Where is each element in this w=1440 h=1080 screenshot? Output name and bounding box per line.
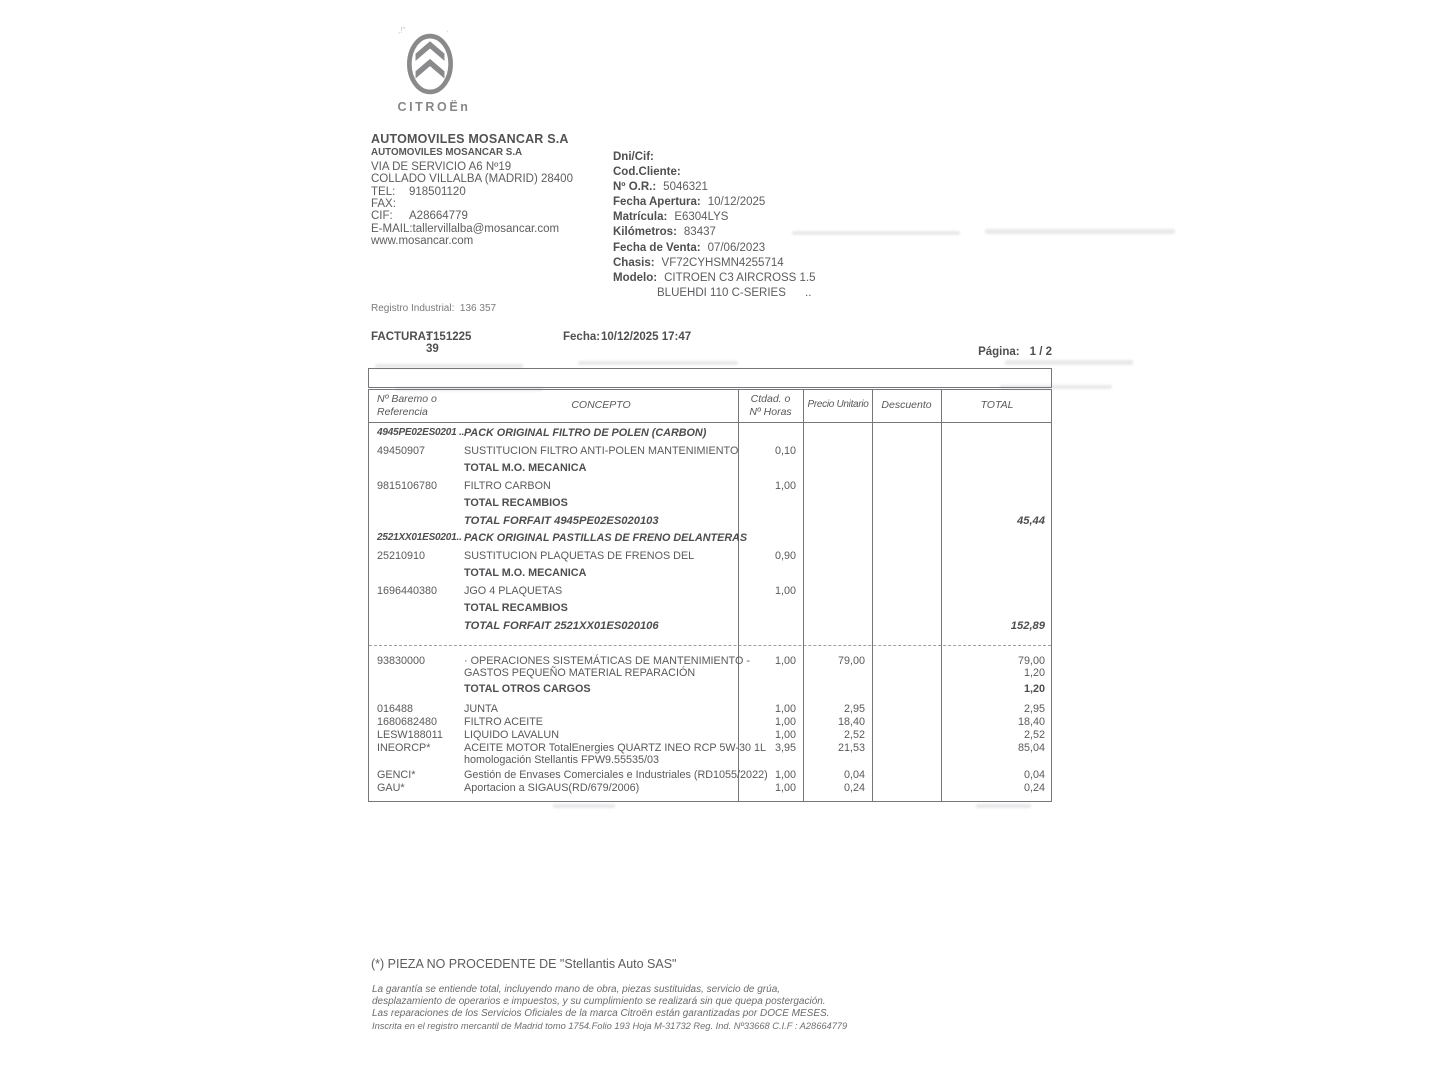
contact-label: E-MAIL: xyxy=(371,222,413,235)
table-row xyxy=(369,515,1051,533)
field-label: Chasis: xyxy=(613,256,655,269)
table-row xyxy=(369,620,1051,638)
contact-label: FAX: xyxy=(371,198,396,211)
field-label: Fecha de Venta: xyxy=(613,241,701,254)
vehicle-field xyxy=(613,271,816,286)
citroen-logo-icon xyxy=(404,32,456,96)
cell-cantidad: 1,00 xyxy=(774,715,796,728)
table-row xyxy=(369,462,1051,480)
cell-cantidad: 3,95 xyxy=(774,742,796,755)
field-value: 5046321 xyxy=(663,181,708,194)
cell-total: 85,04 xyxy=(1017,742,1045,755)
scan-noise: ,!'' xyxy=(398,26,406,35)
table-row xyxy=(369,497,1051,515)
table-top-box xyxy=(368,368,1052,388)
cell-concepto: JUNTA xyxy=(464,702,498,715)
warranty-text xyxy=(372,984,829,1021)
cell-concepto: JGO 4 PLAQUETAS xyxy=(464,584,563,597)
contact-value: tallervillalba@mosancar.com xyxy=(412,222,560,235)
table-row xyxy=(369,729,1051,742)
scan-smudge xyxy=(1005,360,1133,365)
column-divider xyxy=(738,390,739,422)
cell-total: 0,24 xyxy=(1023,781,1045,794)
cell-cantidad: 0,90 xyxy=(774,549,796,562)
field-value: 10/12/2025 xyxy=(707,196,766,209)
field-value: 07/06/2023 xyxy=(707,241,766,254)
table-row xyxy=(369,480,1051,498)
footer-note: (*) PIEZA NO PROCEDENTE DE "Stellantis Auto SAS" xyxy=(371,957,677,971)
cell-reference: 016488 xyxy=(377,702,414,715)
col-header-total: TOTAL xyxy=(980,399,1014,411)
vehicle-field xyxy=(613,241,816,256)
cell-reference: 2521XX01ES0201.. xyxy=(377,532,462,543)
dealer-name: AUTOMOVILES MOSANCAR S.A xyxy=(371,132,569,146)
table-row xyxy=(369,532,1051,550)
scan-smudge xyxy=(553,804,615,808)
field-value: E6304LYS xyxy=(674,211,729,224)
col-header-descuento: Descuento xyxy=(881,399,932,411)
vehicle-field xyxy=(613,256,816,271)
cell-concepto: LIQUIDO LAVALUN xyxy=(464,728,559,741)
cell-concepto: FILTRO ACEITE xyxy=(464,715,543,728)
cell-reference: 1696440380 xyxy=(377,584,438,597)
cell-concepto: ACEITE MOTOR TotalEnergies QUARTZ INEO RCP 5W-30 1L homologación Stellantis FPW9.55535/03 xyxy=(464,742,767,767)
col-header-concepto: CONCEPTO xyxy=(571,399,631,411)
dealer-contact-line xyxy=(371,210,573,222)
vehicle-field xyxy=(613,165,816,180)
cell-cantidad: 1,00 xyxy=(774,479,796,492)
scan-noise: ` xyxy=(446,30,449,39)
dealer-contact-line xyxy=(371,186,573,198)
contact-value: 918501120 xyxy=(409,185,466,198)
dealer-contact-lines xyxy=(371,186,573,236)
field-value: VF72CYHSMN4255714 xyxy=(661,256,784,269)
cell-reference: INEORCP* xyxy=(377,742,431,755)
dealer-address-line1: VIA DE SERVICIO A6 Nº19 xyxy=(371,160,512,173)
field-label: Kilómetros: xyxy=(613,226,677,239)
cell-concepto: TOTAL OTROS CARGOS xyxy=(464,683,591,696)
cell-reference: 25210910 xyxy=(377,549,426,562)
factura-number: T151225 39 xyxy=(426,331,472,355)
warranty-line: La garantía se entiende total, incluyendo mano de obra, piezas sustituidas, servicio de grúa, xyxy=(372,984,781,995)
scan-smudge xyxy=(792,231,960,235)
table-row xyxy=(369,782,1051,795)
field-value: 83437 xyxy=(683,226,716,239)
field-label: Cod.Cliente: xyxy=(613,166,681,179)
dashed-separator xyxy=(369,645,1051,646)
cell-concepto: FILTRO CARBON xyxy=(464,479,551,492)
contact-label: CIF: xyxy=(371,210,393,223)
pagina-value: 1 / 2 xyxy=(1029,346,1052,358)
table-row xyxy=(369,655,1051,681)
cell-total: 1,20 xyxy=(1023,683,1045,696)
table-row xyxy=(369,567,1051,585)
table-row xyxy=(369,742,1051,768)
cell-cantidad: 1,00 xyxy=(774,728,796,741)
dealer-website: www.mosancar.com xyxy=(371,235,474,248)
dealer-contact-line xyxy=(371,198,573,210)
cell-cantidad: 1,00 xyxy=(774,781,796,794)
field-label: Modelo: xyxy=(613,271,658,284)
cell-cantidad: 1,00 xyxy=(774,768,796,781)
cell-total: 2,95 xyxy=(1023,702,1045,715)
vehicle-block xyxy=(613,150,816,301)
table-row xyxy=(369,683,1051,696)
cell-cantidad: 1,00 xyxy=(774,655,796,667)
line-items-table xyxy=(368,368,1052,802)
col-header-precio: Precio Unitario xyxy=(807,399,869,410)
cell-precio: 79,00 xyxy=(837,655,865,667)
cell-concepto: TOTAL FORFAIT 2521XX01ES020106 xyxy=(464,619,659,632)
vehicle-field xyxy=(613,195,816,210)
cell-concepto: SUSTITUCION FILTRO ANTI-POLEN MANTENIMIENTO xyxy=(464,444,739,457)
cell-cantidad: 1,00 xyxy=(774,584,796,597)
warranty-line: Las reparaciones de los Servicios Oficiales de la marca Citroën están garantizadas por DOCE MESES. xyxy=(372,1008,830,1020)
citroen-wordmark: CITROËn xyxy=(397,100,471,114)
dealer-contact-line xyxy=(371,223,573,235)
table-row xyxy=(369,427,1051,445)
field-label: Fecha Apertura: xyxy=(613,196,701,209)
cell-concepto: TOTAL RECAMBIOS xyxy=(464,602,568,614)
contact-label: TEL: xyxy=(371,185,396,198)
col-header-referencia: Nº Baremo o Referencia xyxy=(377,393,437,418)
dealer-address-line2: COLLADO VILLALBA (MADRID) 28400 xyxy=(371,173,573,186)
factura-label: FACTURA: xyxy=(371,331,430,343)
pagina-label: Página: xyxy=(978,346,1020,358)
cell-concepto: TOTAL M.O. MECANICA xyxy=(464,567,587,579)
cell-precio: 0,24 xyxy=(843,781,865,794)
cell-precio: 2,95 xyxy=(843,702,865,715)
field-label: Matrícula: xyxy=(613,211,668,224)
cell-precio: 18,40 xyxy=(837,715,865,728)
cell-total: 18,40 xyxy=(1017,715,1045,728)
cell-concepto: · OPERACIONES SISTEMÁTICAS DE MANTENIMIENTO - GASTOS PEQUEÑO MATERIAL REPARACIÓN xyxy=(464,655,750,679)
table-header xyxy=(368,389,1052,423)
vehicle-field xyxy=(613,180,816,195)
cell-concepto: Aportacion a SIGAUS(RD/679/2006) xyxy=(464,781,640,794)
cell-reference: LESW188011 xyxy=(377,728,443,741)
registro-industrial: Registro Industrial: 136 357 xyxy=(371,303,497,314)
cell-total: 79,00 1,20 xyxy=(1017,655,1045,679)
field-label: Dni/Cif: xyxy=(613,151,654,163)
cell-cantidad: 0,10 xyxy=(774,444,796,457)
cell-concepto: TOTAL M.O. MECANICA xyxy=(464,462,587,474)
cell-reference: GAU* xyxy=(377,781,405,794)
dealer-block xyxy=(371,133,573,248)
cell-concepto: TOTAL FORFAIT 4945PE02ES020103 xyxy=(464,514,659,527)
cell-concepto: PACK ORIGINAL PASTILLAS DE FRENO DELANTERAS xyxy=(464,532,748,544)
field-label: Nº O.R.: xyxy=(613,181,657,194)
field-value-line2: BLUEHDI 110 C-SERIES .. xyxy=(657,286,812,299)
cell-total: 152,89 xyxy=(1010,619,1045,632)
table-row xyxy=(369,445,1051,463)
table-row xyxy=(369,769,1051,782)
table-row xyxy=(369,703,1051,716)
column-divider xyxy=(872,390,873,422)
scan-smudge xyxy=(976,804,1031,808)
field-value: CITROEN C3 AIRCROSS 1.5 xyxy=(664,271,816,284)
cell-concepto: Gestión de Envases Comerciales e Industriales (RD1055/2022) xyxy=(464,768,768,781)
cell-reference: 1680682480 xyxy=(377,715,438,728)
cell-total: 2,52 xyxy=(1023,728,1045,741)
scan-smudge xyxy=(985,229,1175,234)
cell-concepto: TOTAL RECAMBIOS xyxy=(464,497,568,509)
cell-total: 0,04 xyxy=(1023,768,1045,781)
column-divider xyxy=(941,390,942,422)
vehicle-field xyxy=(613,225,816,240)
warranty-line: desplazamiento de operarios e impuestos, y su cumplimiento se realizará sin que quepa postergación. xyxy=(372,996,826,1008)
cell-reference: 49450907 xyxy=(377,444,426,457)
vehicle-field xyxy=(613,150,816,165)
cell-reference: 4945PE02ES0201 .. xyxy=(377,427,465,438)
cell-reference: 9815106780 xyxy=(377,479,438,492)
cell-reference: 93830000 xyxy=(377,655,426,667)
fecha-value: 10/12/2025 17:47 xyxy=(601,331,692,343)
page-indicator xyxy=(930,346,1052,358)
cell-precio: 0,04 xyxy=(843,768,865,781)
cell-cantidad: 1,00 xyxy=(774,702,796,715)
table-row xyxy=(369,716,1051,729)
table-body xyxy=(368,423,1052,802)
table-row xyxy=(369,550,1051,568)
cell-total: 45,44 xyxy=(1017,514,1045,527)
registry-line: Inscrita en el registro mercantil de Madrid tomo 1754.Folio 193 Hoja M-31732 Reg. Ind. Nº33668 C.I.F : A28664779 xyxy=(372,1021,848,1031)
cell-concepto: SUSTITUCION PLAQUETAS DE FRENOS DEL xyxy=(464,549,695,562)
col-header-cantidad: Ctdad. o Nº Horas xyxy=(749,393,792,418)
column-divider xyxy=(803,390,804,422)
table-row xyxy=(369,602,1051,620)
table-row xyxy=(369,585,1051,603)
cell-concepto: PACK ORIGINAL FILTRO DE POLEN (CARBON) xyxy=(464,427,707,439)
cell-reference: GENCI* xyxy=(377,768,416,781)
vehicle-field xyxy=(613,210,816,225)
scan-smudge xyxy=(578,361,738,365)
fecha-label: Fecha: xyxy=(563,331,601,343)
contact-value: A28664779 xyxy=(409,210,468,223)
cell-precio: 21,53 xyxy=(837,742,865,755)
dealer-name-small: AUTOMOVILES MOSANCAR S.A xyxy=(371,147,523,159)
cell-precio: 2,52 xyxy=(843,728,865,741)
